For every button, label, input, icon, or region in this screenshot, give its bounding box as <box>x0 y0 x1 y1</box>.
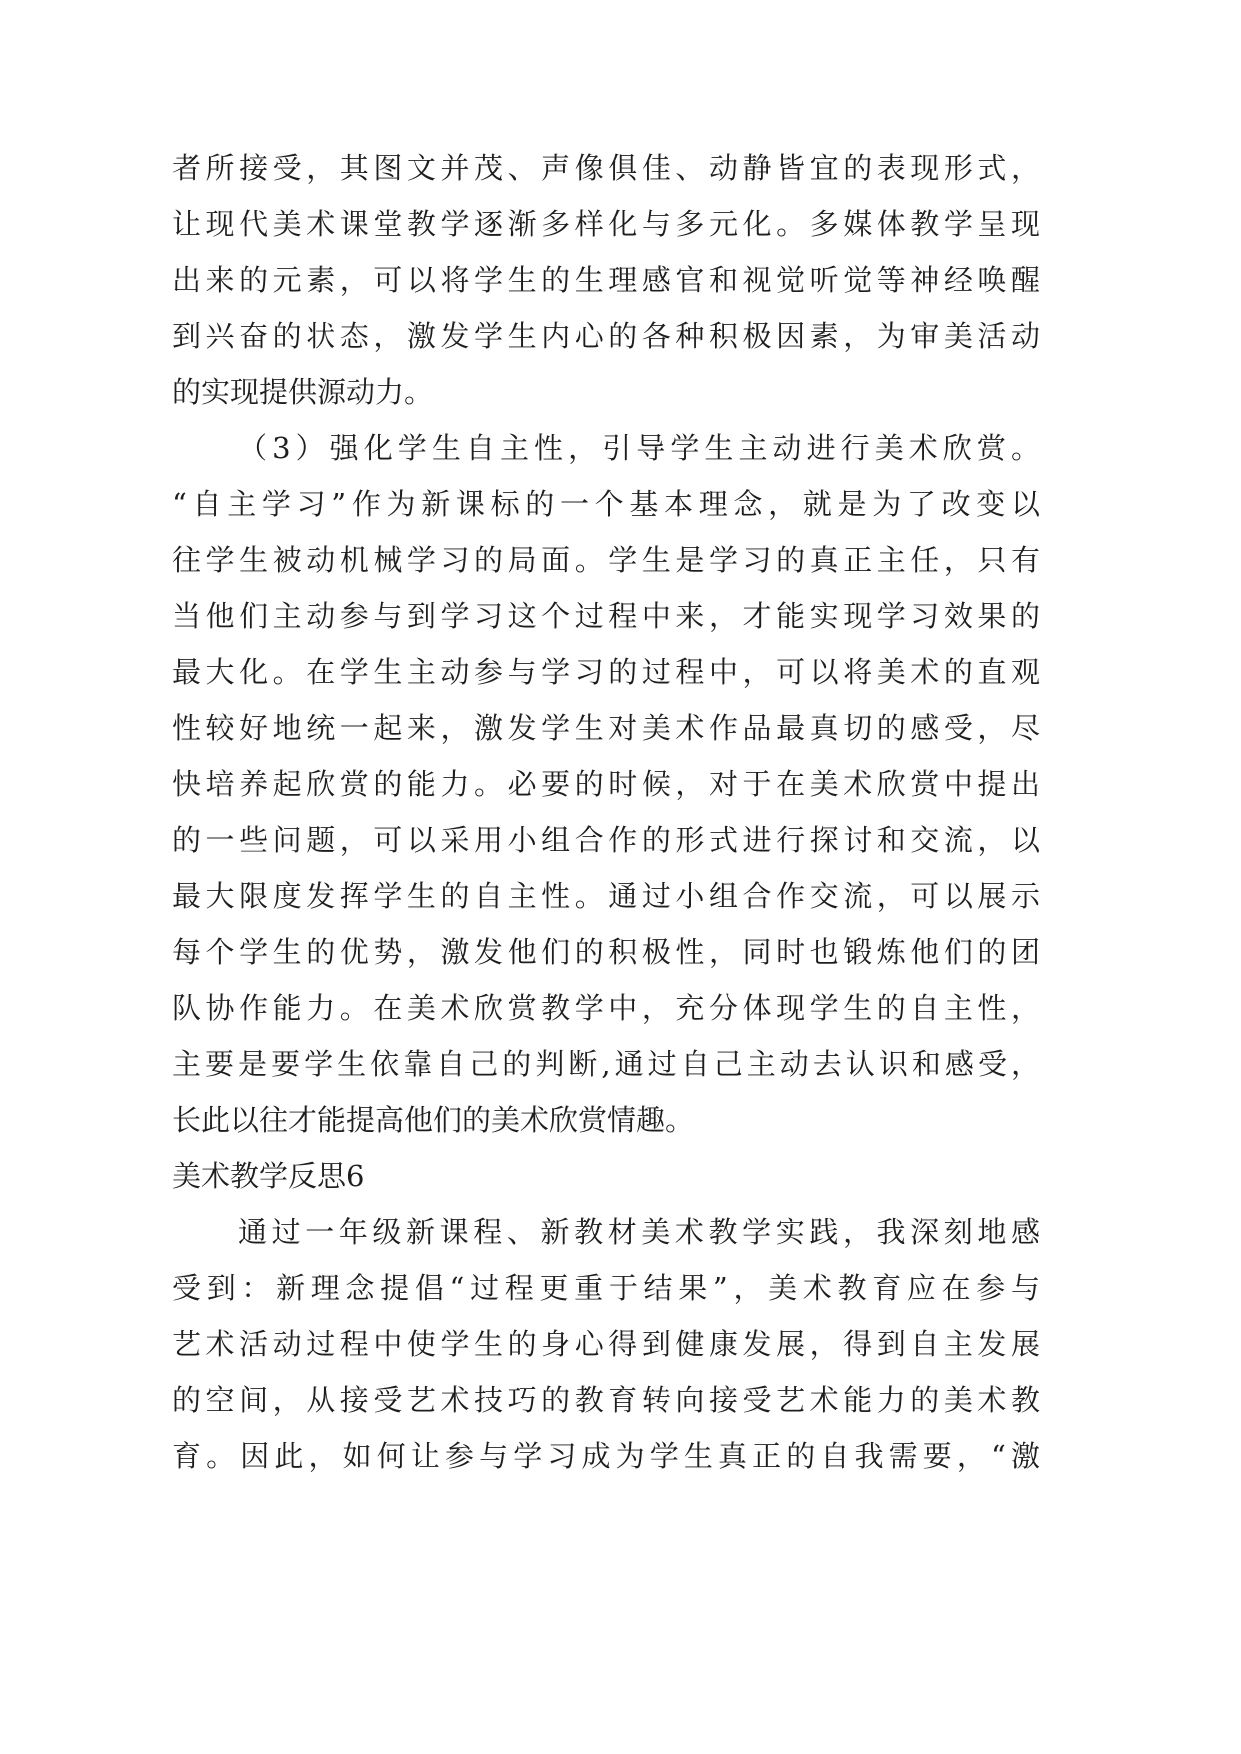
text-line: 主要是要学生依靠自己的判断,通过自己主动去认识和感受， <box>172 1047 1040 1081</box>
heading-text: 美术教学反思6 <box>172 1159 365 1193</box>
text-line: 长此以往才能提高他们的美术欣赏情趣。 <box>172 1103 695 1137</box>
paragraph <box>172 140 1040 420</box>
text-line: 让现代美术课堂教学逐渐多样化与多元化。多媒体教学呈现 <box>172 207 1040 241</box>
text-line: “自主学习”作为新课标的一个基本理念，就是为了改变以 <box>172 487 1040 521</box>
text-line: 的实现提供源动力。 <box>172 375 434 409</box>
text-line: 快培养起欣赏的能力。必要的时候，对于在美术欣赏中提出 <box>172 767 1040 801</box>
text-line: 当他们主动参与到学习这个过程中来，才能实现学习效果的 <box>172 599 1040 633</box>
text-line: 到兴奋的状态，激发学生内心的各种积极因素，为审美活动 <box>172 319 1040 353</box>
text-line: 育。因此，如何让参与学习成为学生真正的自我需要，“激 <box>172 1439 1040 1473</box>
text-line: 最大化。在学生主动参与学习的过程中，可以将美术的直观 <box>172 655 1040 689</box>
text-line: 的一些问题，可以采用小组合作的形式进行探讨和交流，以 <box>172 823 1040 857</box>
text-line: （3）强化学生自主性，引导学生主动进行美术欣赏。 <box>238 431 1040 465</box>
document-body <box>172 140 1040 1484</box>
text-line: 受到：新理念提倡“过程更重于结果”，美术教育应在参与 <box>172 1271 1040 1305</box>
text-line: 出来的元素，可以将学生的生理感官和视觉听觉等神经唤醒 <box>172 263 1040 297</box>
text-line: 每个学生的优势，激发他们的积极性，同时也锻炼他们的团 <box>172 935 1040 969</box>
text-line: 最大限度发挥学生的自主性。通过小组合作交流，可以展示 <box>172 879 1040 913</box>
paragraph <box>172 420 1040 1148</box>
text-line: 的空间，从接受艺术技巧的教育转向接受艺术能力的美术教 <box>172 1383 1040 1417</box>
text-line: 往学生被动机械学习的局面。学生是学习的真正主任，只有 <box>172 543 1040 577</box>
paragraph <box>172 1204 1040 1484</box>
text-line: 者所接受，其图文并茂、声像俱佳、动静皆宜的表现形式， <box>172 151 1040 185</box>
text-line: 性较好地统一起来，激发学生对美术作品最真切的感受，尽 <box>172 711 1040 745</box>
section-heading <box>172 1148 1040 1204</box>
text-line: 通过一年级新课程、新教材美术教学实践，我深刻地感 <box>238 1215 1040 1249</box>
text-line: 队协作能力。在美术欣赏教学中，充分体现学生的自主性， <box>172 991 1040 1025</box>
text-line: 艺术活动过程中使学生的身心得到健康发展，得到自主发展 <box>172 1327 1040 1361</box>
